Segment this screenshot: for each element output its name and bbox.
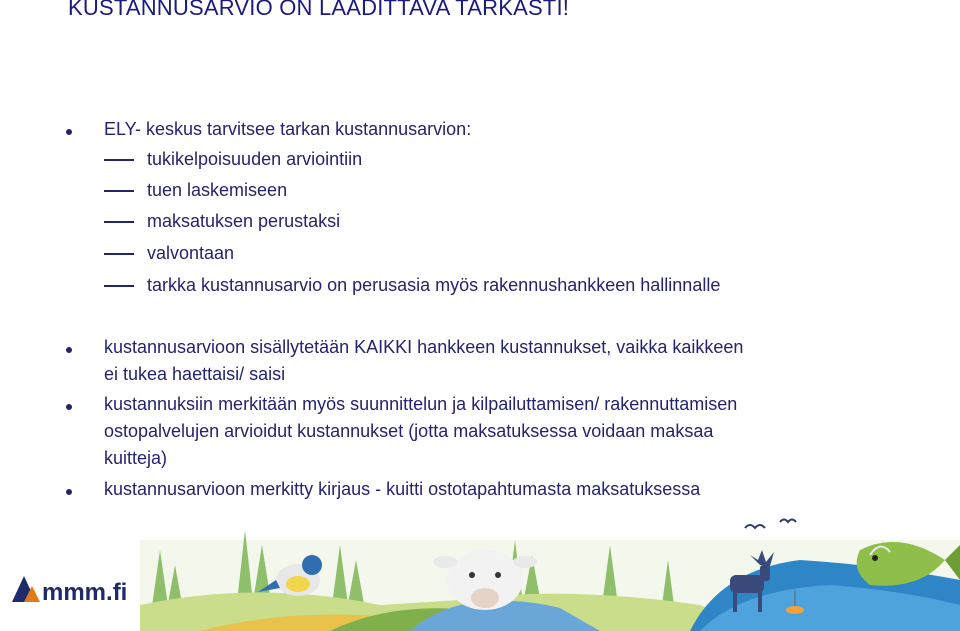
dash-marker: [104, 159, 134, 161]
subitem-text: maksatuksen perustaksi: [147, 211, 341, 231]
dash-marker: [104, 221, 134, 223]
subitem-text: tuen laskemiseen: [147, 180, 288, 200]
bullet-dot: [66, 129, 72, 135]
bullet-text: ELY- keskus tarvitsee tarkan kustannusarvion:: [104, 119, 472, 139]
svg-text:mmm.fi: mmm.fi: [42, 579, 128, 606]
dash-marker: [104, 253, 134, 255]
bullet-dot: [66, 347, 72, 353]
subitem-text: valvontaan: [147, 243, 235, 263]
dash-marker: [104, 285, 134, 287]
dash-marker: [104, 190, 134, 192]
bullet-text-continued: ei tukea haettaisi/ saisi: [104, 364, 286, 384]
bullet-text-continued: ostopalvelujen arvioidut kustannukset (jotta maksatuksessa voidaan maksaa: [104, 421, 714, 441]
bullet-text: kustannusarvioon sisällytetään KAIKKI hankkeen kustannukset, vaikka kaikkeen: [104, 337, 744, 357]
mmm-fi-logo: [10, 568, 140, 608]
bullet-dot: [66, 489, 72, 495]
bullet-text: kustannuksiin merkitään myös suunnittelun ja kilpailuttamisen/ rakennuttamisen: [104, 394, 738, 414]
bullet-text-continued: kuitteja): [104, 448, 168, 468]
bullet-text: kustannusarvioon merkitty kirjaus - kuitti ostotapahtumasta maksatuksessa: [104, 479, 701, 499]
page-title: KUSTANNUSARVIO ON LAADITTAVA TARKASTI!: [68, 0, 570, 20]
bullet-dot: [66, 404, 72, 410]
subitem-text: tukikelpoisuuden arviointiin: [147, 149, 363, 169]
subitem-text: tarkka kustannusarvio on perusasia myös rakennushankkeen hallinnalle: [147, 275, 721, 295]
landscape-illustration: [0, 510, 960, 631]
